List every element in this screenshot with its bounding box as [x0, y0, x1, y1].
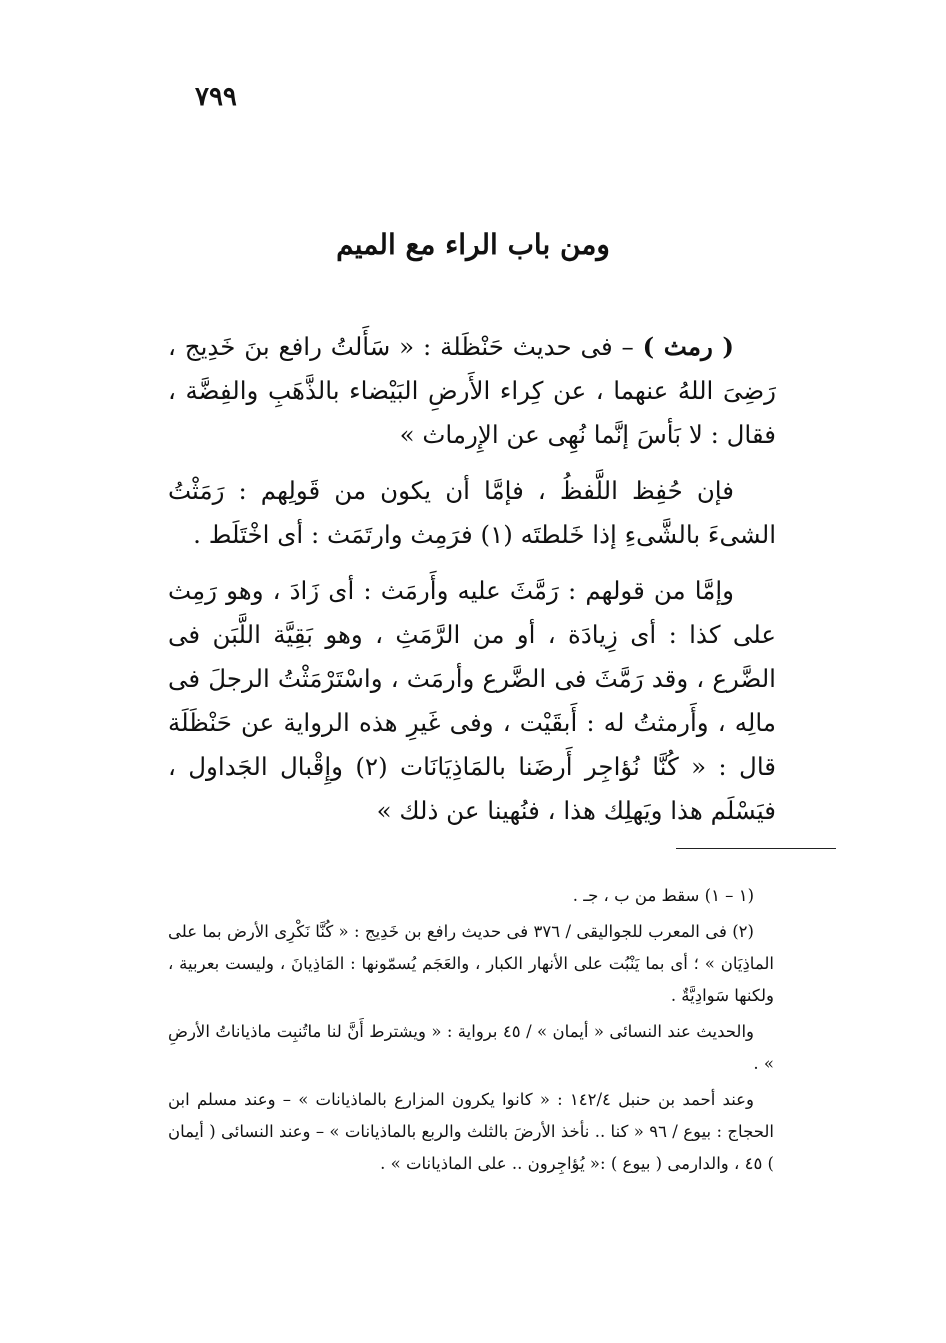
footnote-1: (١ – ١) سقط من ب ، جـ . [572, 886, 754, 905]
main-text [168, 325, 776, 845]
entry-paragraph-1-text: – فى حديث حَنْظَلة : « سَأَلتُ رافع بنَ خَدِيج ، رَضِىَ اللهُ عنهما ، عن كِراء الأَرضِ البَيْضاء بالذَّهَبِ والفِضَّة ، فقال : لا بَأسَ إنَّما نُهِى عن الإِرماث » [168, 332, 776, 449]
footnote-divider [676, 848, 836, 849]
section-heading: ومن باب الراء مع الميم [336, 228, 610, 261]
entry-paragraph-3: وإمَّا من قولهم : رَمَّثَ عليه وأَرمَث : أى زَادَ ، وهو رَمِث على كذا : أى زِيادَة ، أو من الرَّمَثِ ، وهو بَقِيَّة اللَّبَن فى الضَّرع ، وقد رَمَّثَ فى الضَّرع وأرمَث ، واسْتَرْمَثْتُ الرجلَ فى مالِه ، وأَرمثتُ له : أَبقَيْت ، وفى غَيرِ هذه الرواية عن حَنْظَلَة قال : « كُنَّا نُؤاجِر أَرضَنا بالمَاذِيَانَات (٢) وإِقْبال الجَداول ، فيَسْلَم هذا ويَهلِك هذا ، فنُهينا عن ذلك » [168, 576, 777, 825]
footnote-2-references: وعند أحمد بن حنبل ١٤٢/٤ : « كانوا يكرون المزارع بالماذيانات » – وعند مسلم ابن الحجاج : بيوع / ٩٦ « كنا .. نأخذ الأرضَ بالثلث والربع بالماذيانات » – وعند النسائى ( أيمان ) ٤٥ ، والدارمى ( بيوع ) :« يُؤاجِرون .. على الماذيانات » . [168, 1090, 774, 1173]
entry-paragraph-1 [168, 325, 776, 457]
footnote-2: (٢) فى المعرب للجواليقى / ٣٧٦ فى حديث رافع بن خَدِيج : « كُنَّا نَكْرِى الأرض بما على الماذِيَان » ؛ أى بما يَنْبُت على الأنهار الكبار ، والعَجَم يُسمّونها : المَاذِيانَ ، وليست بعربية ، ولكنها سَوادِيَّةٌ . [168, 922, 774, 1005]
footnotes [168, 880, 774, 1184]
page-number: ٧٩٩ [195, 82, 237, 112]
entry-headword: ( رمث ) [642, 332, 734, 361]
entry-paragraph-2: فإن حُفِظ اللَّفظُ ، فإمَّا أن يكون من قَولِهم : رَمَثْتُ الشىءَ بالشَّىءِ إذا خَلطتَه (١) فرَمِث وارتَمَث : أى اخْتَلَط . [168, 476, 776, 549]
footnote-2-continued: والحديث عند النسائى « أيمان » / ٤٥ برواية : « ويشترط أَنَّ لنا ماتُنبِت ماذياناتُ الأرضِ » . [168, 1022, 774, 1073]
